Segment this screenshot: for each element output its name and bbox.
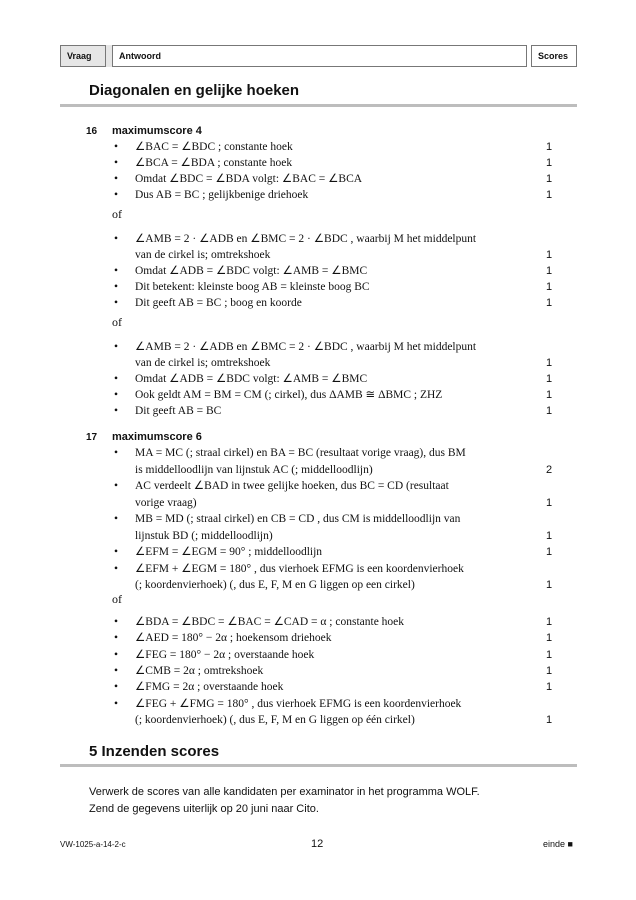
question-number-17: 17 [86, 432, 98, 443]
answer-score: 1 [546, 389, 553, 401]
answer-text: ∠BAC = ∠BDC ; constante hoek [135, 141, 293, 153]
answer-line [0, 577, 636, 593]
answer-line [0, 511, 636, 527]
answer-line [0, 696, 636, 712]
answer-score: 2 [546, 463, 553, 476]
q16-of-2: of [112, 315, 122, 329]
answer-text: vorige vraag) [135, 496, 197, 509]
footer-page-number: 12 [311, 838, 324, 850]
bullet-icon: • [114, 697, 119, 710]
answer-score: 1 [546, 265, 553, 277]
bullet-icon: • [114, 341, 119, 353]
answer-score: 1 [546, 189, 553, 201]
answer-score: 1 [546, 529, 553, 542]
answer-text: Ook geldt AM = BM = CM (; cirkel), dus ΔAMB ≅ ΔBMC ; ZHZ [135, 389, 443, 401]
answer-line [0, 561, 636, 577]
answer-text: ∠CMB = 2α ; omtrekshoek [135, 664, 264, 677]
bullet-icon: • [114, 664, 119, 677]
section5-line-2: Zend de gegevens uiterlijk op 20 juni naar Cito. [89, 803, 319, 815]
bullet-icon: • [114, 616, 119, 628]
answer-text: ∠EFM = ∠EGM = 90° ; middelloodlijn [135, 546, 323, 558]
answer-line [0, 462, 636, 478]
answer-line [0, 263, 636, 279]
bullet-icon: • [114, 681, 119, 694]
answer-line [0, 339, 636, 355]
answer-line [0, 187, 636, 203]
answer-score: 1 [546, 297, 553, 309]
answer-line [0, 445, 636, 461]
answer-text: ∠BDA = ∠BDC = ∠BAC = ∠CAD = α ; constante hoek [135, 616, 405, 628]
answer-line [0, 647, 636, 663]
answer-text: MA = MC (; straal cirkel) en BA = BC (resultaat vorige vraag), dus BM [135, 447, 466, 459]
question-title-17: maximumscore 6 [112, 431, 202, 443]
section-title: Diagonalen en gelijke hoeken [89, 82, 300, 99]
bullet-icon: • [114, 189, 119, 201]
bullet-icon: • [114, 405, 119, 417]
answer-score: 1 [546, 664, 553, 677]
section-rule [60, 104, 577, 107]
answer-text: ∠AED = 180° − 2α ; hoekensom driehoek [135, 632, 332, 645]
answer-line [0, 371, 636, 387]
answer-text: Dus AB = BC ; gelijkbenige driehoek [135, 189, 309, 201]
answer-line [0, 478, 636, 494]
answer-text: Omdat ∠BDC = ∠BDA volgt: ∠BAC = ∠BCA [135, 173, 363, 185]
answer-text: (; koordenvierhoek) (, dus E, F, M en G liggen op één cirkel) [135, 713, 415, 726]
answer-line [0, 171, 636, 187]
bullet-icon: • [114, 632, 119, 645]
bullet-icon: • [114, 173, 119, 185]
answer-line [0, 247, 636, 263]
answer-score: 1 [546, 249, 553, 261]
bullet-icon: • [114, 546, 119, 558]
bullet-icon: • [114, 265, 119, 277]
answer-line [0, 630, 636, 646]
answer-line [0, 279, 636, 295]
answer-text: Dit geeft AB = BC ; boog en koorde [135, 297, 302, 309]
bullet-icon: • [114, 389, 119, 401]
answer-line [0, 295, 636, 311]
answer-score: 1 [546, 546, 553, 558]
section5-title: 5 Inzenden scores [89, 743, 220, 760]
bullet-icon: • [114, 513, 119, 525]
answer-text: Omdat ∠ADB = ∠BDC volgt: ∠AMB = ∠BMC [135, 373, 368, 385]
answer-text: ∠FMG = 2α ; overstaande hoek [135, 681, 284, 694]
answer-score: 1 [546, 405, 553, 417]
answer-score: 1 [546, 496, 553, 509]
answer-score: 1 [546, 681, 553, 694]
answer-score: 1 [546, 141, 553, 153]
answer-line [0, 712, 636, 728]
question-number-16: 16 [86, 126, 98, 137]
answer-text: van de cirkel is; omtrekshoek [135, 357, 271, 369]
answer-text: ∠AMB = 2 · ∠ADB en ∠BMC = 2 · ∠BDC , waarbij M het middelpunt [135, 233, 477, 245]
answer-line [0, 231, 636, 247]
answer-text: Dit geeft AB = BC [135, 405, 222, 417]
bullet-icon: • [114, 447, 119, 459]
answer-line [0, 387, 636, 403]
footer-code: VW-1025-a-14-2-c [60, 840, 126, 849]
footer-end-marker: einde ■ [543, 839, 573, 849]
answer-line [0, 614, 636, 630]
answer-score: 1 [546, 632, 553, 645]
answer-score: 1 [546, 173, 553, 185]
answer-text: Dit betekent: kleinste boog AB = kleinste boog BC [135, 281, 370, 293]
bullet-icon: • [114, 233, 119, 245]
answer-line [0, 528, 636, 544]
header-vraag: Vraag [60, 45, 106, 67]
header-scores: Scores [531, 45, 577, 67]
answer-line [0, 403, 636, 419]
answer-text: Omdat ∠ADB = ∠BDC volgt: ∠AMB = ∠BMC [135, 265, 368, 277]
bullet-icon: • [114, 141, 119, 153]
answer-score: 1 [546, 579, 553, 591]
answer-score: 1 [546, 281, 553, 293]
answer-text: is middelloodlijn van lijnstuk AC (; middelloodlijn) [135, 463, 373, 476]
answer-text: ∠FEG = 180° − 2α ; overstaande hoek [135, 648, 315, 661]
bullet-icon: • [114, 648, 119, 661]
answer-line [0, 139, 636, 155]
answer-score: 1 [546, 157, 553, 169]
answer-text: lijnstuk BD (; middelloodlijn) [135, 529, 273, 542]
bullet-icon: • [114, 157, 119, 169]
bullet-icon: • [114, 297, 119, 309]
answer-text: van de cirkel is; omtrekshoek [135, 249, 271, 261]
answer-text: MB = MD (; straal cirkel) en CB = CD , dus CM is middelloodlijn van [135, 513, 461, 525]
bullet-icon: • [114, 562, 119, 575]
bullet-icon: • [114, 480, 119, 492]
answer-line [0, 495, 636, 511]
answer-text: AC verdeelt ∠BAD in twee gelijke hoeken, dus BC = CD (resultaat [135, 480, 449, 492]
answer-line [0, 663, 636, 679]
answer-score: 1 [546, 373, 553, 385]
answer-line [0, 679, 636, 695]
answer-line [0, 155, 636, 171]
q17-of-1: of [112, 592, 122, 606]
section5-line-1: Verwerk de scores van alle kandidaten per examinator in het programma WOLF. [89, 786, 480, 798]
question-title-16: maximumscore 4 [112, 125, 202, 137]
bullet-icon: • [114, 373, 119, 385]
answer-text: ∠BCA = ∠BDA ; constante hoek [135, 157, 293, 169]
q16-of-1: of [112, 207, 122, 221]
answer-line [0, 355, 636, 371]
answer-text: ∠EFM + ∠EGM = 180° , dus vierhoek EFMG is een koordenvierhoek [135, 562, 464, 575]
answer-text: (; koordenvierhoek) (, dus E, F, M en G liggen op een cirkel) [135, 579, 415, 591]
answer-line [0, 544, 636, 560]
header-antwoord: Antwoord [112, 45, 527, 67]
section5-rule [60, 764, 577, 767]
answer-score: 1 [546, 616, 553, 628]
answer-score: 1 [546, 357, 553, 369]
bullet-icon: • [114, 281, 119, 293]
answer-text: ∠AMB = 2 · ∠ADB en ∠BMC = 2 · ∠BDC , waarbij M het middelpunt [135, 341, 477, 353]
answer-score: 1 [546, 648, 553, 661]
answer-text: ∠FEG + ∠FMG = 180° , dus vierhoek EFMG is een koordenvierhoek [135, 697, 462, 710]
answer-score: 1 [546, 713, 553, 726]
